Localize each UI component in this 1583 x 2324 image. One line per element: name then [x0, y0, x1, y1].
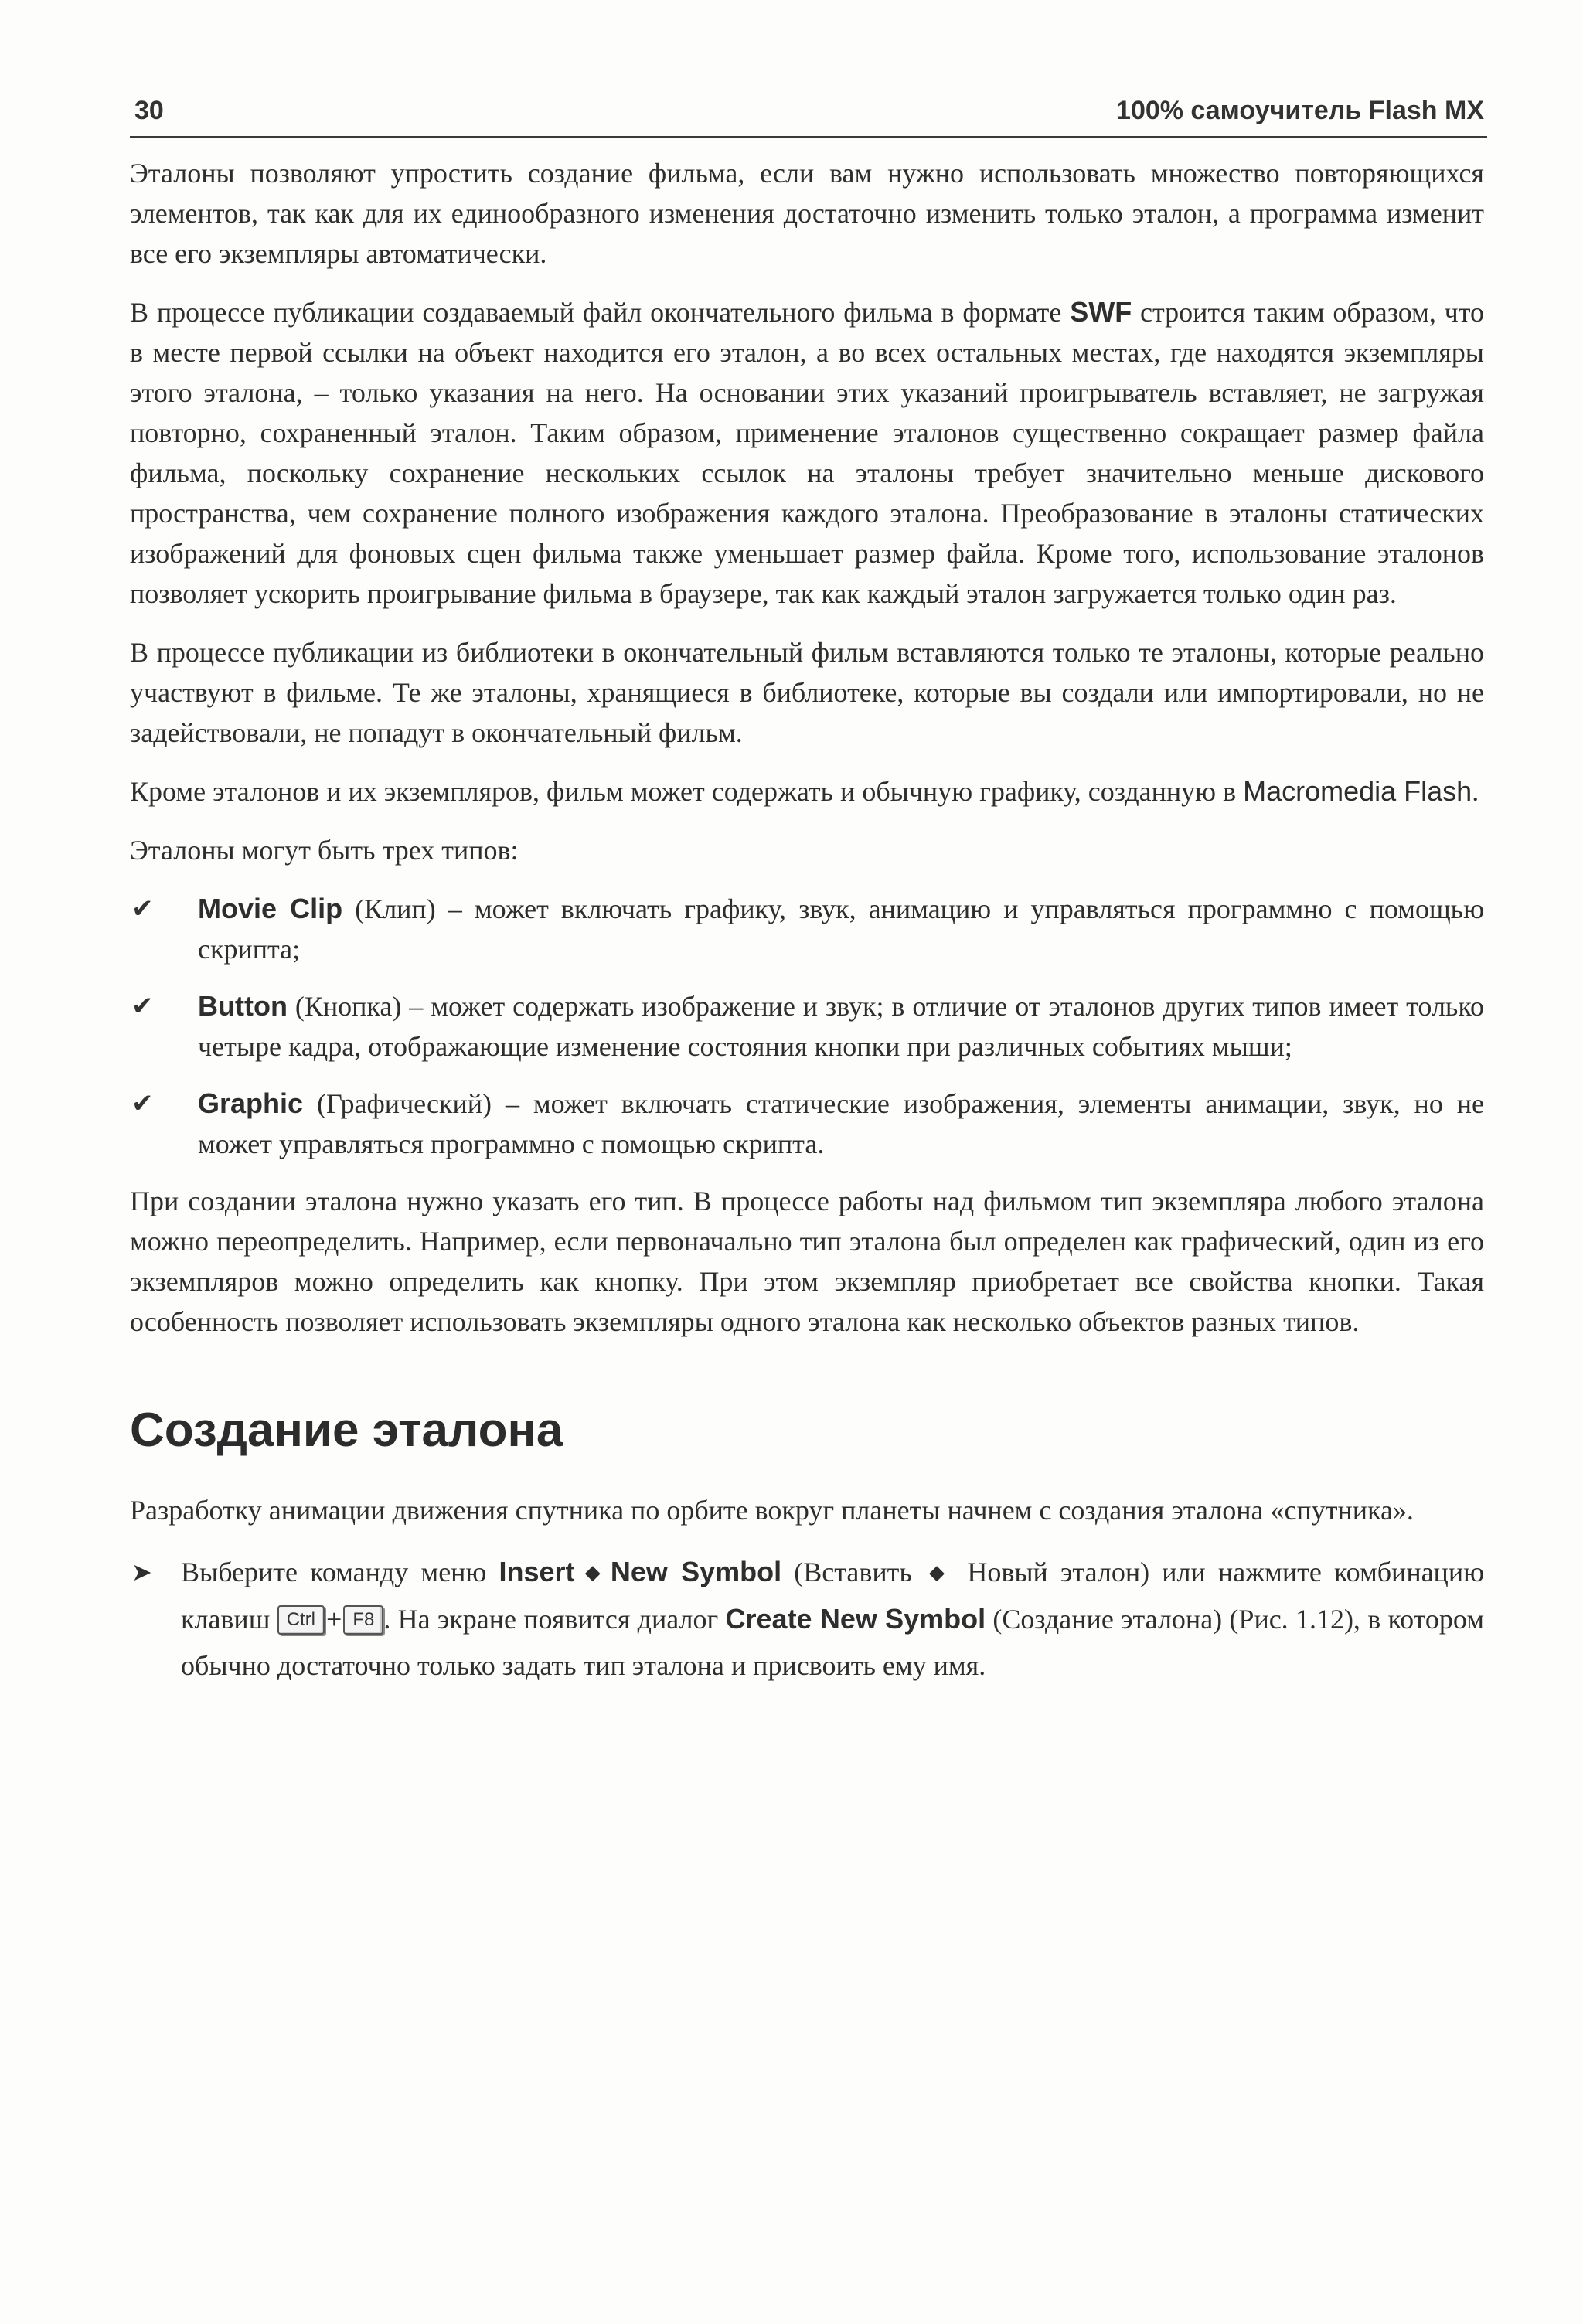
- menu-insert: Insert: [499, 1556, 575, 1587]
- arrow-bullet-icon: ➤: [131, 1557, 152, 1587]
- instruction-step: [130, 1549, 1484, 1689]
- menu-separator-diamond-icon: ◆: [929, 1561, 951, 1584]
- list-item-button: [130, 986, 1484, 1067]
- paragraph-ordinary-graphics: [130, 771, 1484, 812]
- paragraph-text: строится таким образом, что в месте первой ссылки на объект находится его эталон, а во всех остальных местах, где находятся экземпляры этого эталона, – только указания на него. На основании этих указаний проигрыватель вставляет, не загружая повторно, сохраненный эталон. Таким образом, применение эталонов существенно сокращает размер файла фильма, поскольку сохранение нескольких ссылок на эталоны требует значительно меньше дискового пространства, чем сохранение полного изображения каждого эталона. Преобразование в эталоны статических изображений для фоновых сцен фильма также уменьшает размер файла. Кроме того, использование эталонов позволяет ускорить проигрывание фильма в браузере, так как каждый эталон загружается только один раз.: [130, 297, 1484, 609]
- step-text: Новый эталон) или нажмите комбинацию клавиш: [181, 1557, 1484, 1635]
- key-f8: F8: [343, 1605, 383, 1635]
- symbol-types-list: [130, 889, 1484, 1164]
- paragraph-symbol-types-lead: Эталоны могут быть трех типов:: [130, 835, 519, 866]
- dialog-name: Create New Symbol: [725, 1603, 986, 1635]
- step-text: . На экране появится диалог: [383, 1604, 726, 1635]
- list-item-movie-clip: [130, 889, 1484, 969]
- list-item-text: (Клип) – может включать графику, звук, анимацию и управляться программно с помощью скрипта;: [198, 893, 1484, 965]
- checkmark-icon: ✔: [131, 991, 154, 1022]
- list-item-text: (Графический) – может включать статические изображения, элементы анимации, звук, но не может управляться программно с помощью скрипта.: [198, 1088, 1484, 1159]
- paragraph-text: Кроме эталонов и их экземпляров, фильм может содержать и обычную графику, созданную в: [130, 776, 1244, 807]
- step-text: (Создание эталона) (Рис. 1.12), в котором обычно достаточно только задать тип эталона и присвоить ему имя.: [181, 1604, 1484, 1681]
- paragraph-symbol-type-override: При создании эталона нужно указать его тип. В процессе работы над фильмом тип экземпляра любого эталона можно переопределить. Например, если первоначально тип эталона был определен как графический, один из его экземпляров можно определить как кнопку. При этом экземпляр приобретает все свойства кнопки. Такая особенность позволяет использовать экземпляры одного эталона как несколько объектов разных типов.: [130, 1186, 1484, 1337]
- paragraph-library-publishing: В процессе публикации из библиотеки в окончательный фильм вставляются только те эталоны, которые реально участвуют в фильме. Те же эталоны, хранящиеся в библиотеке, которые вы создали или импортировали, но не задействовали, не попадут в окончательный фильм.: [130, 637, 1484, 748]
- page-content: [130, 153, 1484, 1689]
- paragraph-swf-publishing: [130, 292, 1484, 614]
- step-text: Выберите команду меню: [181, 1557, 499, 1587]
- key-ctrl: Ctrl: [277, 1605, 325, 1635]
- page-header: [130, 91, 1487, 138]
- page-number: 30: [134, 96, 164, 125]
- paragraph-section-intro: Разработку анимации движения спутника по орбите вокруг планеты начнем с создания эталона «спутника».: [130, 1495, 1414, 1526]
- section-heading: Создание эталона: [130, 1404, 563, 1457]
- paragraph-text: В процессе публикации создаваемый файл окончательного фильма в формате: [130, 297, 1071, 328]
- key-plus: +: [326, 1604, 342, 1635]
- term-swf: SWF: [1070, 296, 1132, 328]
- checkmark-icon: ✔: [131, 893, 154, 924]
- list-item-text: (Кнопка) – может содержать изображение и звук; в отличие от эталонов других типов имеет только четыре кадра, отображающие изменение состояния кнопки при различных событиях мыши;: [198, 991, 1484, 1062]
- checkmark-icon: ✔: [131, 1088, 154, 1119]
- term-graphic: Graphic: [198, 1087, 304, 1119]
- term-macromedia-flash: Macromedia Flash: [1243, 775, 1472, 807]
- list-item-graphic: [130, 1084, 1484, 1164]
- running-title: 100% самоучитель Flash MX: [1116, 96, 1484, 125]
- paragraph-text: .: [1472, 776, 1479, 807]
- menu-new-symbol: New Symbol: [610, 1556, 782, 1587]
- menu-separator-diamond-icon: ◆: [579, 1561, 606, 1584]
- paragraph-symbols-intro: Эталоны позволяют упростить создание фильма, если вам нужно использовать множество повторяющихся элементов, так как для их единообразного изменения достаточно изменить только эталон, а программа изменит все его экземпляры автоматически.: [130, 158, 1484, 269]
- term-movie-clip: Movie Clip: [198, 893, 343, 924]
- term-button: Button: [198, 990, 288, 1022]
- step-text: (Вставить: [781, 1557, 924, 1587]
